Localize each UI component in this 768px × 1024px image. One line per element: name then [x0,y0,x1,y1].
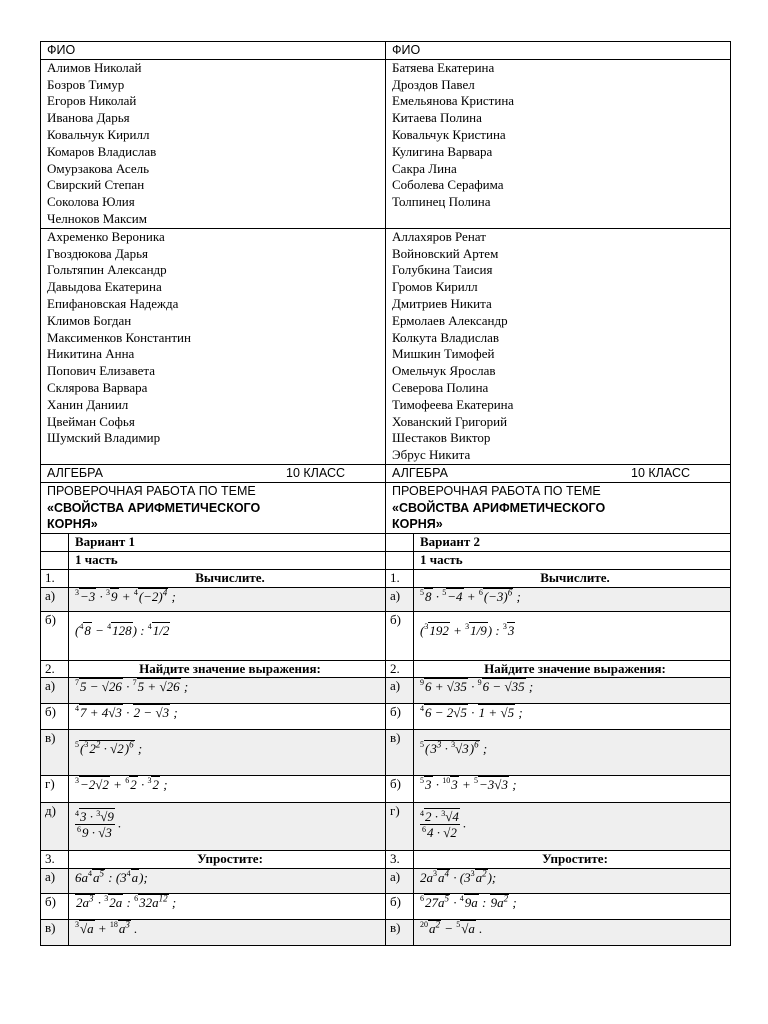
task-number: 3. [386,851,414,869]
item-letter: в) [41,920,69,946]
item-letter: б) [386,704,414,730]
topic-line: «СВОЙСТВА АРИФМЕТИЧЕСКОГО [392,500,606,515]
task2a-row [41,678,731,704]
formula: $6a^4a^5$ : $(3^4a)$; [69,869,386,894]
names-list-right-2 [386,228,731,464]
grade-label: 10 КЛАСС [286,465,345,480]
student-name: Громов Кирилл [392,279,478,295]
student-name: Толпинец Полина [392,194,491,210]
student-name: Эбрус Никита [392,447,471,463]
task-title: Вычислите. [414,569,731,587]
item-letter: а) [386,869,414,894]
item-letter: а) [386,587,414,611]
student-name: Ермолаев Александр [392,312,508,328]
test-table [40,41,731,946]
fio-header-right: ФИО [386,42,731,60]
student-name: Колкута Владислав [392,329,499,345]
student-name: Мишкин Тимофей [392,346,495,362]
formula: $\frac{^42 \cdot ^3√4}{^64 \cdot √2}$ . [414,803,731,851]
item-letter: в) [386,730,414,776]
names-list-left-2 [41,228,386,464]
student-name: Омурзакова Асель [47,160,150,176]
student-name: Дроздов Павел [392,76,475,92]
student-name: Гольтяпин Александр [47,262,167,278]
student-name: Кулигина Варвара [392,143,493,159]
part-right: 1 часть [414,551,731,569]
student-name: Егоров Николай [47,93,137,109]
student-name: Дмитриев Никита [392,295,492,311]
student-name: Челноков Максим [47,210,147,226]
formula: $^{20}a^2 - ^5√a$ . [414,920,731,946]
student-name: Ханин Даниил [47,396,129,412]
subject-left [41,464,386,482]
fio-header-left: ФИО [41,42,386,60]
formula: $^627a^5 \cdot ^49a$ : $9a^2$ ; [414,894,731,920]
formula: $^5$3 · $^{10}$3 + $^5$−3√3 ; [414,776,731,803]
task2d-row [41,776,731,803]
student-name: Склярова Варвара [47,379,148,395]
formula: $^58 \cdot ^5-4 + ^6(-3)^6$ ; [414,587,731,611]
student-name: Давыдова Екатерина [47,279,162,295]
topic-line: КОРНЯ» [47,517,98,532]
task1a-row [41,587,731,611]
subject-right [386,464,731,482]
names-row-group2 [41,228,731,464]
item-letter: г) [386,803,414,851]
formula: $\frac{^43 \cdot ^3√9}{^69 \cdot √3}$ . [69,803,386,851]
names-list-left-1 [41,59,386,228]
student-name: Соболева Серафима [392,177,504,193]
task-number: 2. [41,660,69,678]
topic-right [386,482,731,533]
formula: $^4$7 + 4√3 · 2 − √3 ; [69,704,386,730]
test-sheet [40,41,730,946]
student-name: Комаров Владислав [47,143,157,159]
item-letter: б) [386,611,414,660]
task3-header-row [41,851,731,869]
item-letter: б) [41,611,69,660]
topic-line: КОРНЯ» [392,517,443,532]
formula: $^3$−2√2 + $^6$2 · $^3$2 ; [69,776,386,803]
formula: ($^3$192 + $^3$1/9) : $^3$3 [414,611,731,660]
item-letter: в) [386,920,414,946]
grade-label: 10 КЛАСС [631,465,690,480]
student-name: Аллахяров Ренат [392,228,486,244]
formula: $^5(^32^2 \cdot √2)^6$ ; [69,730,386,776]
student-name: Северова Полина [392,379,489,395]
student-name: Китаева Полина [392,110,482,126]
header-row [41,42,731,60]
formula: $2a^3a^4 \cdot (3^3a^2)$; [414,869,731,894]
task-title: Упростите: [414,851,731,869]
part-left: 1 часть [69,551,386,569]
variant-right: Вариант 2 [414,534,731,552]
student-name: Голубкина Таисия [392,262,493,278]
part-row [41,551,731,569]
student-name: Максименков Константин [47,329,191,345]
task-number: 2. [386,660,414,678]
task1b-row [41,611,731,660]
subject-name: АЛГЕБРА [392,465,448,480]
student-name: Хованский Григорий [392,413,508,429]
task3b-row [41,894,731,920]
task-number: 1. [386,569,414,587]
variant-left: Вариант 1 [69,534,386,552]
task-title: Найдите значение выражения: [414,660,731,678]
topic-line: ПРОВЕРОЧНАЯ РАБОТА ПО ТЕМЕ [392,483,601,498]
task-title: Вычислите. [69,569,386,587]
task-number: 1. [41,569,69,587]
formula: $^7$5 − √26 · $^7$5 + √26 ; [69,678,386,704]
task2e-row [41,803,731,851]
student-name: Сакра Лина [392,160,457,176]
formula: $^5(3^3 \cdot ^3√3)^6$ ; [414,730,731,776]
item-letter: б) [41,894,69,920]
task2-header-row [41,660,731,678]
item-letter: д) [41,803,69,851]
student-name: Никитина Анна [47,346,135,362]
task2b-row [41,704,731,730]
student-name: Климов Богдан [47,312,132,328]
student-name: Ковальчук Кирилл [47,126,150,142]
task-title: Найдите значение выражения: [69,660,386,678]
task1-header-row [41,569,731,587]
task3c-row [41,920,731,946]
topic-row [41,482,731,533]
student-name: Соколова Юлия [47,194,135,210]
item-letter: а) [41,869,69,894]
student-name: Бозров Тимур [47,76,125,92]
item-letter: б) [386,894,414,920]
student-name: Ковальчук Кристина [392,126,506,142]
subject-name: АЛГЕБРА [47,465,103,480]
item-letter: б) [41,704,69,730]
formula: $^3-3 \cdot ^39 + ^4(-2)^4$ ; [69,587,386,611]
task-number: 3. [41,851,69,869]
item-letter: а) [41,587,69,611]
item-letter: а) [386,678,414,704]
topic-line: «СВОЙСТВА АРИФМЕТИЧЕСКОГО [47,500,261,515]
item-letter: а) [41,678,69,704]
task-title: Упростите: [69,851,386,869]
student-name: Попович Елизавета [47,363,155,379]
names-list-right-1 [386,59,731,228]
student-name: Свирский Степан [47,177,145,193]
formula: $2a^3 \cdot ^32a$ : $^632a^{12}$ ; [69,894,386,920]
student-name: Ахременко Вероника [47,228,165,244]
student-name: Шестаков Виктор [392,430,491,446]
student-name: Цвейман Софья [47,413,135,429]
student-name: Шумский Владимир [47,430,161,446]
student-name: Войновский Артем [392,245,499,261]
item-letter: г) [41,776,69,803]
task2c-row [41,730,731,776]
item-letter: б) [386,776,414,803]
subject-row [41,464,731,482]
topic-left [41,482,386,533]
formula: $^9$6 + √35 · $^9$6 − √35 ; [414,678,731,704]
student-name: Омельчук Ярослав [392,363,496,379]
topic-line: ПРОВЕРОЧНАЯ РАБОТА ПО ТЕМЕ [47,483,256,498]
formula: $^3√a + ^{18}a^3$ . [69,920,386,946]
names-row-group1 [41,59,731,228]
student-name: Алимов Николай [47,59,142,75]
variant-row [41,534,731,552]
student-name: Гвоздюкова Дарья [47,245,148,261]
student-name: Батяева Екатерина [392,59,495,75]
item-letter: в) [41,730,69,776]
student-name: Тимофеева Екатерина [392,396,514,412]
task3a-row [41,869,731,894]
formula: ($^4$8 − $^4$128) : $^4$1/2 [69,611,386,660]
student-name: Иванова Дарья [47,110,130,126]
student-name: Емельянова Кристина [392,93,515,109]
student-name: Епифановская Надежда [47,295,179,311]
formula: $^4$6 − 2√5 · 1 + √5 ; [414,704,731,730]
